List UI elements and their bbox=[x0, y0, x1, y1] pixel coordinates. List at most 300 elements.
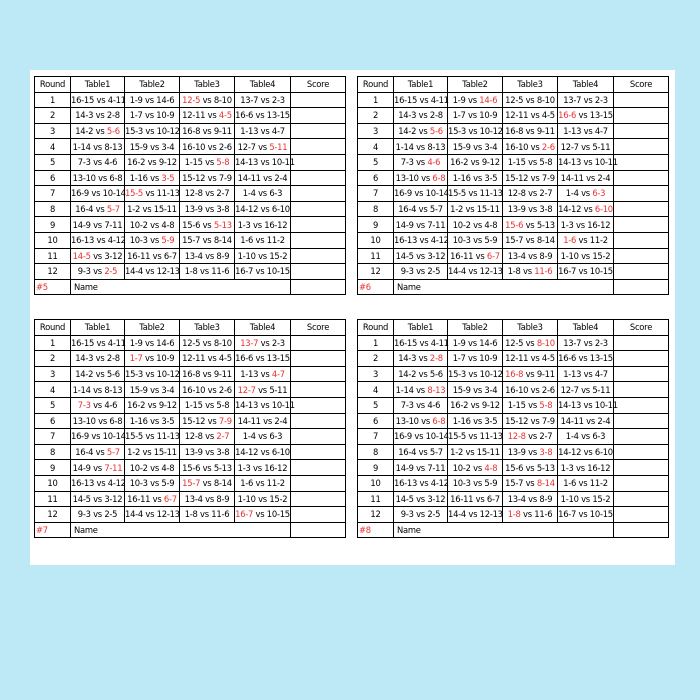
match-cell bbox=[235, 475, 291, 491]
vs-separator: vs bbox=[581, 447, 595, 458]
pair-first: 16-7 bbox=[235, 509, 254, 520]
pair-second: 2-4 bbox=[274, 172, 288, 183]
pair-first: 1-8 bbox=[184, 509, 198, 520]
pair-first: 15-3 bbox=[448, 369, 467, 380]
pair-first: 14-4 bbox=[125, 509, 144, 520]
pair-first: 12-7 bbox=[237, 384, 256, 395]
match-cell bbox=[503, 397, 558, 413]
pair-second: 13-15 bbox=[266, 353, 290, 364]
score-cell[interactable] bbox=[291, 154, 346, 170]
score-cell[interactable] bbox=[614, 139, 669, 155]
match-cell bbox=[503, 232, 558, 248]
pair-first: 12-8 bbox=[507, 431, 526, 442]
score-cell[interactable] bbox=[291, 248, 346, 264]
score-cell[interactable] bbox=[614, 382, 669, 398]
pair-first: 1-6 bbox=[563, 235, 577, 246]
pair-second: 2-4 bbox=[597, 415, 611, 426]
score-cell[interactable] bbox=[291, 92, 346, 108]
round-number: 12 bbox=[35, 264, 71, 280]
round-row bbox=[358, 475, 669, 491]
pair-first: 15-12 bbox=[182, 172, 206, 183]
score-cell[interactable] bbox=[614, 460, 669, 476]
vs-separator: vs bbox=[416, 126, 430, 137]
score-cell[interactable] bbox=[291, 139, 346, 155]
vs-separator: vs bbox=[576, 353, 590, 364]
vs-separator: vs bbox=[463, 447, 477, 458]
pair-second: 2-8 bbox=[429, 353, 443, 364]
pair-first: 1-9 bbox=[452, 94, 466, 105]
pair-second: 4-12 bbox=[430, 478, 449, 489]
match-cell bbox=[235, 123, 291, 139]
round-number: 10 bbox=[358, 475, 394, 491]
vs-separator: vs bbox=[250, 219, 265, 230]
score-cell[interactable] bbox=[614, 335, 669, 351]
vs-separator: vs bbox=[90, 141, 105, 152]
round-row bbox=[35, 460, 346, 476]
match-cell bbox=[394, 248, 448, 264]
score-cell[interactable] bbox=[614, 154, 669, 170]
pair-first: 12-8 bbox=[507, 188, 526, 199]
pair-first: 15-7 bbox=[182, 478, 201, 489]
vs-separator: vs bbox=[465, 337, 480, 348]
round-number: 5 bbox=[358, 397, 394, 413]
pair-second: 10-9 bbox=[479, 353, 498, 364]
score-cell[interactable] bbox=[291, 460, 346, 476]
pair-first: 1-14 bbox=[395, 141, 414, 152]
match-cell bbox=[235, 351, 291, 367]
pair-second: 2-7 bbox=[216, 188, 230, 199]
vs-separator: vs bbox=[523, 462, 537, 473]
name-field[interactable] bbox=[71, 279, 291, 295]
pair-first: 14-3 bbox=[75, 110, 94, 121]
vs-separator: vs bbox=[416, 204, 430, 215]
pair-second: 15-2 bbox=[269, 250, 288, 261]
vs-separator: vs bbox=[205, 110, 219, 121]
match-cell bbox=[180, 186, 235, 202]
score-cell[interactable] bbox=[291, 108, 346, 124]
name-label: Name bbox=[74, 525, 98, 536]
pair-first: 16-9 bbox=[71, 188, 90, 199]
round-row bbox=[35, 248, 346, 264]
vs-separator: vs bbox=[205, 172, 219, 183]
name-label: Name bbox=[74, 282, 98, 293]
column-header: Table3 bbox=[180, 77, 235, 93]
pair-second: 2-7 bbox=[216, 431, 230, 442]
match-cell bbox=[394, 201, 448, 217]
round-number: 8 bbox=[35, 444, 71, 460]
name-field[interactable] bbox=[394, 279, 614, 295]
pair-second: 7-9 bbox=[541, 172, 555, 183]
score-cell[interactable] bbox=[614, 397, 669, 413]
vs-separator: vs bbox=[468, 400, 482, 411]
pair-second: 4-12 bbox=[430, 235, 449, 246]
pair-second: 2-8 bbox=[106, 110, 120, 121]
score-cell[interactable] bbox=[291, 351, 346, 367]
pair-first: 13-4 bbox=[507, 493, 526, 504]
round-row bbox=[358, 491, 669, 507]
pair-first: 1-15 bbox=[507, 157, 526, 168]
match-cell bbox=[394, 264, 448, 280]
score-cell[interactable] bbox=[614, 351, 669, 367]
match-cell bbox=[558, 397, 618, 413]
pair-first: 1-10 bbox=[560, 250, 579, 261]
score-cell[interactable] bbox=[614, 507, 669, 523]
match-cell bbox=[125, 475, 180, 491]
match-cell bbox=[394, 507, 448, 523]
footer-row bbox=[358, 279, 669, 295]
vs-separator: vs bbox=[95, 415, 110, 426]
pair-second: 9-11 bbox=[536, 369, 555, 380]
pair-second: 5-7 bbox=[429, 447, 443, 458]
vs-separator: vs bbox=[202, 157, 217, 168]
pair-first: 14-2 bbox=[398, 369, 417, 380]
pair-first: 14-12 bbox=[558, 204, 582, 215]
vs-separator: vs bbox=[200, 337, 214, 348]
vs-separator: vs bbox=[473, 493, 487, 504]
column-header: Table1 bbox=[71, 77, 125, 93]
pair-second: 5-13 bbox=[213, 219, 232, 230]
header-row bbox=[358, 77, 669, 93]
vs-separator: vs bbox=[525, 188, 540, 199]
round-row bbox=[35, 351, 346, 367]
match-cell bbox=[71, 475, 125, 491]
column-header: Table1 bbox=[394, 77, 448, 93]
vs-separator: vs bbox=[523, 369, 537, 380]
pair-second: 4-6 bbox=[427, 400, 441, 411]
round-row bbox=[358, 335, 669, 351]
vs-separator: vs bbox=[413, 509, 428, 520]
card-number-label: #6 bbox=[359, 282, 371, 293]
round-row bbox=[35, 429, 346, 445]
score-cell[interactable] bbox=[614, 366, 669, 382]
match-cell bbox=[503, 123, 558, 139]
score-cell[interactable] bbox=[291, 382, 346, 398]
vs-separator: vs bbox=[147, 384, 162, 395]
pair-first: 15-5 bbox=[448, 188, 467, 199]
name-field[interactable] bbox=[71, 522, 291, 538]
pair-second: 3-5 bbox=[484, 415, 498, 426]
footer-score-cell bbox=[291, 522, 346, 538]
pair-second: 4-5 bbox=[541, 110, 555, 121]
score-cell[interactable] bbox=[614, 248, 669, 264]
vs-separator: vs bbox=[140, 204, 154, 215]
round-row bbox=[35, 123, 346, 139]
column-header: Table3 bbox=[503, 77, 558, 93]
pair-first: 1-7 bbox=[452, 110, 466, 121]
vs-separator: vs bbox=[520, 509, 535, 520]
match-cell bbox=[71, 248, 125, 264]
round-number: 2 bbox=[358, 108, 394, 124]
vs-separator: vs bbox=[255, 431, 270, 442]
match-cell bbox=[558, 475, 614, 491]
vs-separator: vs bbox=[470, 219, 485, 230]
vs-separator: vs bbox=[93, 353, 107, 364]
pair-first: 15-9 bbox=[129, 141, 148, 152]
pair-first: 1-8 bbox=[507, 509, 521, 520]
score-cell[interactable] bbox=[291, 491, 346, 507]
score-cell[interactable] bbox=[291, 201, 346, 217]
vs-separator: vs bbox=[525, 204, 540, 215]
round-number: 9 bbox=[35, 217, 71, 233]
vs-separator: vs bbox=[202, 204, 217, 215]
pair-first: 13-9 bbox=[184, 204, 203, 215]
match-cell bbox=[558, 123, 614, 139]
vs-separator: vs bbox=[205, 415, 219, 426]
score-cell[interactable] bbox=[291, 264, 346, 280]
pair-first: 12-7 bbox=[560, 384, 579, 395]
pair-first: 1-13 bbox=[240, 126, 259, 137]
pair-second: 5-6 bbox=[429, 126, 443, 137]
score-cell[interactable] bbox=[291, 170, 346, 186]
round-number: 7 bbox=[35, 429, 71, 445]
vs-separator: vs bbox=[143, 266, 157, 277]
score-cell[interactable] bbox=[291, 217, 346, 233]
pair-second: 8-14 bbox=[536, 235, 555, 246]
round-row bbox=[35, 507, 346, 523]
score-cell[interactable] bbox=[614, 123, 669, 139]
pair-first: 14-2 bbox=[75, 126, 94, 137]
vs-separator: vs bbox=[258, 337, 272, 348]
pair-first: 16-13 bbox=[394, 235, 418, 246]
score-cell[interactable] bbox=[291, 232, 346, 248]
pair-second: 4-8 bbox=[484, 462, 498, 473]
pair-first: 1-9 bbox=[129, 94, 143, 105]
score-cell[interactable] bbox=[291, 429, 346, 445]
pair-second: 5-8 bbox=[216, 400, 230, 411]
pair-first: 15-7 bbox=[505, 235, 524, 246]
match-cell bbox=[235, 92, 291, 108]
pair-second: 5-9 bbox=[484, 478, 498, 489]
score-cell[interactable] bbox=[614, 186, 669, 202]
pair-first: 16-11 bbox=[127, 250, 151, 261]
pair-first: 14-5 bbox=[395, 493, 414, 504]
pair-first: 1-4 bbox=[565, 188, 579, 199]
pair-second: 2-6 bbox=[541, 141, 555, 152]
match-cell bbox=[558, 507, 614, 523]
pair-second: 8-14 bbox=[536, 478, 555, 489]
vs-separator: vs bbox=[578, 493, 593, 504]
vs-separator: vs bbox=[90, 462, 105, 473]
score-cell[interactable] bbox=[614, 108, 669, 124]
vs-separator: vs bbox=[258, 204, 272, 215]
pair-second: 2-5 bbox=[104, 509, 118, 520]
pair-second: 5-6 bbox=[106, 126, 120, 137]
pair-second: 8-10 bbox=[536, 337, 555, 348]
pair-first: 16-10 bbox=[182, 384, 206, 395]
pair-first: 12-8 bbox=[184, 431, 203, 442]
vs-separator: vs bbox=[142, 337, 157, 348]
vs-separator: vs bbox=[576, 110, 590, 121]
score-cell[interactable] bbox=[614, 232, 669, 248]
vs-separator: vs bbox=[94, 94, 108, 105]
pair-first: 15-7 bbox=[182, 235, 201, 246]
pair-second: 14-6 bbox=[156, 94, 175, 105]
score-cell[interactable] bbox=[291, 397, 346, 413]
pair-second: 9-12 bbox=[158, 157, 177, 168]
pair-first: 1-7 bbox=[452, 353, 466, 364]
name-field[interactable] bbox=[394, 522, 614, 538]
match-cell bbox=[394, 335, 448, 351]
pair-second: 3-12 bbox=[427, 493, 446, 504]
pair-second: 15-11 bbox=[476, 204, 500, 215]
vs-separator: vs bbox=[147, 172, 162, 183]
match-cell bbox=[125, 248, 180, 264]
score-cell[interactable] bbox=[614, 264, 669, 280]
match-cell bbox=[125, 507, 180, 523]
match-cell bbox=[503, 366, 558, 382]
pair-first: 1-16 bbox=[129, 172, 148, 183]
match-cell bbox=[394, 397, 448, 413]
pair-first: 10-2 bbox=[452, 219, 471, 230]
vs-separator: vs bbox=[525, 157, 540, 168]
score-cell[interactable] bbox=[614, 92, 669, 108]
score-cell[interactable] bbox=[291, 444, 346, 460]
pair-second: 10-15 bbox=[589, 266, 613, 277]
vs-separator: vs bbox=[523, 126, 537, 137]
pair-second: 6-7 bbox=[486, 250, 500, 261]
match-cell bbox=[71, 139, 125, 155]
match-cell bbox=[180, 264, 235, 280]
pair-first: 1-4 bbox=[242, 431, 256, 442]
pair-first: 15-5 bbox=[125, 188, 144, 199]
score-cell[interactable] bbox=[614, 217, 669, 233]
vs-separator: vs bbox=[255, 188, 270, 199]
match-cell bbox=[448, 123, 503, 139]
vs-separator: vs bbox=[417, 478, 431, 489]
pair-first: 12-11 bbox=[505, 110, 529, 121]
pair-first: 13-4 bbox=[184, 250, 203, 261]
pair-first: 15-3 bbox=[448, 126, 467, 137]
pair-second: 4-5 bbox=[218, 353, 232, 364]
pair-first: 1-7 bbox=[129, 110, 143, 121]
match-cell bbox=[235, 397, 295, 413]
vs-separator: vs bbox=[417, 235, 431, 246]
score-cell[interactable] bbox=[614, 413, 669, 429]
match-cell bbox=[558, 429, 614, 445]
round-row bbox=[35, 92, 346, 108]
score-cell[interactable] bbox=[291, 475, 346, 491]
round-row bbox=[358, 201, 669, 217]
pair-second: 7-11 bbox=[427, 219, 446, 230]
pair-second: 9-11 bbox=[536, 126, 555, 137]
pair-first: 14-11 bbox=[237, 172, 261, 183]
pair-second: 6-8 bbox=[109, 172, 123, 183]
match-cell bbox=[394, 413, 448, 429]
pair-second: 3-4 bbox=[484, 384, 498, 395]
pair-first: 16-13 bbox=[71, 478, 95, 489]
pair-first: 1-3 bbox=[560, 462, 574, 473]
round-row bbox=[358, 108, 669, 124]
round-number: 10 bbox=[35, 475, 71, 491]
match-cell bbox=[71, 108, 125, 124]
pair-first: 12-11 bbox=[182, 110, 206, 121]
footer-row bbox=[35, 522, 346, 538]
round-row bbox=[35, 154, 346, 170]
column-header: Table4 bbox=[235, 320, 291, 336]
vs-separator: vs bbox=[576, 235, 590, 246]
score-cell[interactable] bbox=[614, 429, 669, 445]
column-header: Table1 bbox=[71, 320, 125, 336]
round-number: 11 bbox=[35, 248, 71, 264]
match-cell bbox=[448, 507, 503, 523]
pair-first: 14-13 bbox=[558, 157, 582, 168]
score-cell[interactable] bbox=[614, 491, 669, 507]
pair-second: 2-3 bbox=[594, 337, 608, 348]
score-cell[interactable] bbox=[614, 475, 669, 491]
score-cell[interactable] bbox=[291, 366, 346, 382]
pair-first: 15-3 bbox=[125, 126, 144, 137]
pair-first: 16-15 bbox=[71, 337, 95, 348]
pair-second: 4-6 bbox=[427, 157, 441, 168]
vs-separator: vs bbox=[413, 493, 428, 504]
round-number: 9 bbox=[358, 217, 394, 233]
pair-second: 2-6 bbox=[541, 384, 555, 395]
vs-separator: vs bbox=[200, 94, 214, 105]
vs-separator: vs bbox=[466, 509, 480, 520]
score-cell[interactable] bbox=[291, 186, 346, 202]
match-cell bbox=[448, 491, 503, 507]
vs-separator: vs bbox=[147, 219, 162, 230]
vs-separator: vs bbox=[143, 126, 157, 137]
vs-separator: vs bbox=[413, 141, 428, 152]
vs-separator: vs bbox=[581, 337, 595, 348]
card-number-label: #7 bbox=[36, 525, 48, 536]
match-cell bbox=[558, 170, 614, 186]
pair-first: 16-10 bbox=[182, 141, 206, 152]
score-cell[interactable] bbox=[614, 444, 669, 460]
score-cell[interactable] bbox=[614, 170, 669, 186]
vs-separator: vs bbox=[581, 204, 595, 215]
schedule-card bbox=[357, 76, 669, 295]
match-cell bbox=[180, 139, 235, 155]
match-cell bbox=[125, 232, 180, 248]
vs-separator: vs bbox=[466, 266, 480, 277]
pair-second: 5-11 bbox=[269, 384, 288, 395]
pair-first: 13-10 bbox=[395, 415, 419, 426]
match-cell bbox=[71, 382, 125, 398]
match-cell bbox=[448, 397, 503, 413]
match-cell bbox=[558, 108, 614, 124]
score-cell[interactable] bbox=[291, 507, 346, 523]
score-cell[interactable] bbox=[614, 201, 669, 217]
pair-first: 13-4 bbox=[507, 250, 526, 261]
match-cell bbox=[448, 264, 503, 280]
round-row bbox=[35, 217, 346, 233]
pair-first: 16-6 bbox=[558, 353, 577, 364]
pair-first: 14-13 bbox=[558, 400, 582, 411]
vs-separator: vs bbox=[465, 94, 480, 105]
pair-second: 9-12 bbox=[481, 400, 500, 411]
pair-second: 10-12 bbox=[479, 126, 503, 137]
score-cell[interactable] bbox=[291, 123, 346, 139]
pair-second: 12-13 bbox=[479, 509, 503, 520]
pair-first: 7-3 bbox=[400, 400, 414, 411]
match-cell bbox=[235, 460, 291, 476]
score-cell[interactable] bbox=[291, 335, 346, 351]
column-header: Round bbox=[35, 77, 71, 93]
footer-score-cell bbox=[614, 279, 669, 295]
pair-second: 14-6 bbox=[479, 337, 498, 348]
vs-separator: vs bbox=[466, 126, 480, 137]
pair-second: 5-6 bbox=[429, 369, 443, 380]
pair-second: 10-9 bbox=[156, 353, 175, 364]
pair-second: 9-11 bbox=[213, 126, 232, 137]
pair-second: 5-13 bbox=[536, 462, 555, 473]
score-cell[interactable] bbox=[291, 413, 346, 429]
pair-first: 13-9 bbox=[184, 447, 203, 458]
pair-second: 2-5 bbox=[427, 266, 441, 277]
vs-separator: vs bbox=[417, 94, 431, 105]
